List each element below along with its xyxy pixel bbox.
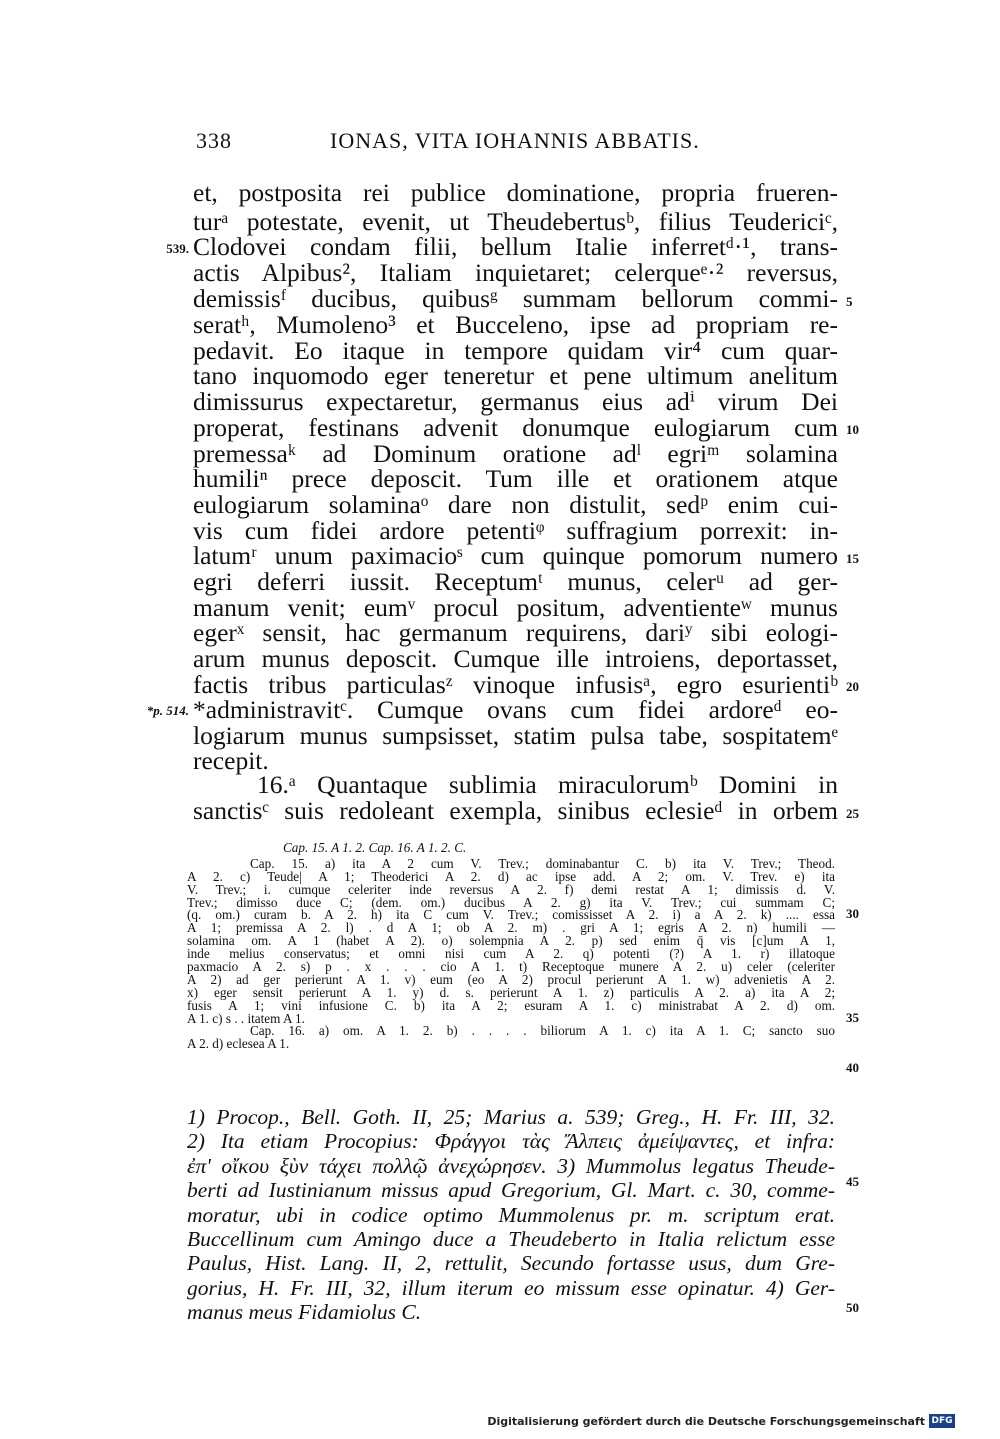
line-number: 20 — [846, 679, 859, 694]
text-line: premessaᵏ ad Dominum oratione adˡ egriᵐ solamina — [193, 439, 838, 468]
footnote-line: Buccellinum cum Amingo duce a Theudeberto in Italia relictum esse — [187, 1226, 835, 1251]
line-number: 50 — [846, 1300, 859, 1315]
text-line: turᵃ potestate, evenit, ut Theudebertusᵇ, filius Teudericiᶜ, — [193, 207, 838, 236]
text-line: egri deferri iussit. Receptumᵗ munus, celerᵘ ad ger- — [193, 567, 838, 596]
apparatus-heading: Cap. 15. A 1. 2. Cap. 16. A 1. 2. C. — [283, 840, 467, 855]
apparatus-line: paxmacio A 2. s) p . x . . . cio A 1. t) Receptoque munere A 2. u) celer (celeriter — [187, 959, 835, 975]
line-number: 25 — [846, 806, 859, 821]
line-number: 30 — [846, 906, 859, 921]
dfg-logo: DFG — [929, 1414, 955, 1428]
text-line: eulogiarum solaminaᵒ dare non distulit, sedᵖ enim cui- — [193, 490, 838, 519]
footnote-line: berti ad Iustinianum missus apud Gregorium, Gl. Mart. c. 30, comme- — [187, 1178, 835, 1203]
text-line: recepit. — [193, 746, 269, 775]
digitization-credit — [487, 1414, 955, 1428]
apparatus-line: A 2. c) Teude| A 1; Theoderici A 2. d) ac ipse add. A 2; om. V. Trev. e) ita — [187, 868, 835, 884]
text-line: actis Alpibus², Italiam inquietaret; celerqueᵉ·² reversus, — [193, 258, 838, 287]
running-header — [0, 128, 1000, 158]
line-number: 5 — [846, 294, 853, 309]
text-line: sanctisᶜ suis redoleant exempla, sinibus eclesieᵈ in orbem — [193, 796, 838, 825]
text-line: latumʳ unum paximacioˢ cum quinque pomorum numero — [193, 541, 838, 570]
text-line: arum munus deposcit. Cumque ille introiens, deportasset, — [193, 644, 838, 673]
page-number: 338 — [196, 128, 232, 153]
text-line: properat, festinans advenit donumque eulogiarum cum — [193, 413, 838, 442]
footnote-line: 2) Ita etiam Procopius: Φράγγοι τὰς Ἄλπεις ἀμείψαντες, et infra: — [187, 1129, 835, 1154]
apparatus-line: fusis A 1; vini infusione C. b) ita A 2; esuram A 1. c) ministrabat A 2. d) om. — [187, 997, 835, 1013]
apparatus-line: A 2. d) eclesea A 1. — [187, 1036, 290, 1052]
text-line: factis tribus particulasᶻ vinoque infusisᵃ, egro esurientiᵇ — [193, 670, 838, 699]
apparatus-line: A 1; premissa A 2. l) . d A 1; ob A 2. m) . gri A 1; egris A 2. n) humili — — [187, 920, 835, 936]
line-number: 45 — [846, 1174, 859, 1189]
footnote-line: Paulus, Hist. Lang. II, 2, rettulit, Secundo fortasse usus, dum Gre- — [187, 1251, 835, 1276]
line-number: 40 — [846, 1060, 859, 1075]
line-number: 35 — [846, 1010, 859, 1025]
text-line: Clodovei condam filii, bellum Italie inferretᵈ·¹, trans- — [193, 232, 838, 261]
running-title: IONAS, VITA IOHANNIS ABBATIS. — [330, 128, 700, 153]
line-number: 15 — [846, 551, 859, 566]
margin-page-ref: *p. 514. — [146, 703, 189, 718]
text-line: logiarum munus sumpsisset, statim pulsa tabe, sospitatemᵉ — [193, 721, 838, 750]
text-line: vis cum fidei ardore petentiᵠ suffragium porrexit: in- — [193, 516, 838, 545]
credit-text: Digitalisierung gefördert durch die Deutsche Forschungsgemeinschaft — [487, 1414, 925, 1428]
apparatus-line: Cap. 16. a) om. A 1. 2. b) . . . . biliorum A 1. c) ita A 1. C; sancto suo — [250, 1023, 835, 1039]
apparatus-line: Trev.; dimisso duce C; (dem. om.) ducibus A 2. g) ita V. Trev.; cui summam C; — [187, 894, 835, 910]
text-line: manum venit; eumᵛ procul positum, adventienteʷ munus — [193, 593, 838, 622]
apparatus-line: (q. om.) curam b. A 2. h) ita C cum V. Trev.; comississet A 2. i) a A 2. k) .... essa — [187, 907, 835, 923]
footnote-line: ἐπ' οἴκου ξὺν τάχει πολλῷ ἀνεχώρησεν. 3) Mummolus legatus Theude- — [187, 1153, 835, 1178]
text-line: demissisᶠ ducibus, quibusᵍ summam bellorum commi- — [193, 284, 838, 313]
apparatus-line: Cap. 15. a) ita A 2 cum V. Trev.; dominabantur C. b) ita V. Trev.; Theod. — [250, 855, 835, 871]
text-line: seratʰ, Mumoleno³ et Bucceleno, ipse ad propriam re- — [193, 310, 838, 339]
margin-year: 539. — [166, 241, 189, 256]
apparatus-line: solamina om. A 1 (habet A 2). o) solempnia A 2. p) sed enim q̄ vis [c]um A 1, — [187, 933, 835, 949]
apparatus-line: V. Trev.; i. cumque celeriter inde reversus A 2. f) demi restat A 1; dimissis d. V. — [187, 881, 835, 897]
text-line: humiliⁿ prece deposcit. Tum ille et orationem atque — [193, 464, 838, 493]
footnote-line: manus meus Fidamiolus C. — [187, 1300, 422, 1325]
text-line: *administravitᶜ. Cumque ovans cum fidei ardoreᵈ eo- — [193, 695, 838, 724]
apparatus-line: x) eger sensit perierunt A 1. y) d. s. perierunt A 1. z) particulis A 2. a) ita A 2; — [187, 984, 835, 1000]
footnote-line: moratur, ubi in codice optimo Mummolenus pr. m. scriptum erat. — [187, 1202, 835, 1227]
text-line: egerˣ sensit, hac germanum requirens, dariʸ sibi eologi- — [193, 618, 838, 647]
apparatus-line: A 2) ad ger perierunt A 1. v) eum (eo A 2) procul perierunt A 1. w) advenietis A 2. — [187, 971, 835, 987]
text-line: tano inquomodo eger teneretur et pene ultimum anelitum — [193, 361, 838, 390]
text-line: dimissurus expectaretur, germanus eius adⁱ virum Dei — [193, 387, 838, 416]
apparatus-line: inde melius conservatus; et omni nisi cum A 2. q) potenti (?) A 1. r) illatoque — [187, 946, 835, 962]
critical-apparatus — [187, 842, 835, 1051]
text-line: 16.ᵃ Quantaque sublimia miraculorumᵇ Domini in — [257, 770, 838, 799]
text-line: pedavit. Eo itaque in tempore quidam vir⁴ cum quar- — [193, 336, 838, 365]
apparatus-line: A 1. c) s . . itatem A 1. — [187, 1010, 305, 1026]
line-number: 10 — [846, 422, 859, 437]
footnote-line: 1) Procop., Bell. Goth. II, 25; Marius a. 539; Greg., H. Fr. III, 32. — [187, 1105, 835, 1129]
footnote-line: gorius, H. Fr. III, 32, illum iterum eo missum esse opinatur. 4) Ger- — [187, 1275, 835, 1300]
text-line: et, postposita rei publice dominatione, propria frueren- — [193, 178, 838, 207]
footnotes — [187, 1105, 835, 1325]
